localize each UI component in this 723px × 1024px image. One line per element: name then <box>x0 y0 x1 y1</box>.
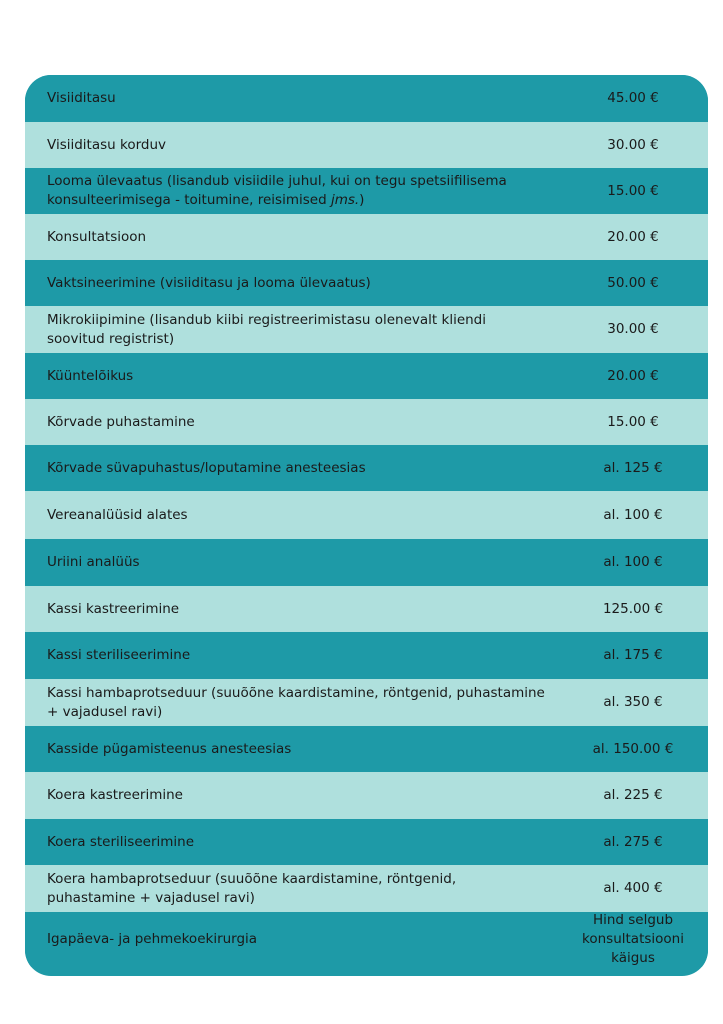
service-name: Küüntelõikus <box>47 367 134 384</box>
service-price: 50.00 € <box>607 274 659 291</box>
service-price: 125.00 € <box>602 600 664 617</box>
table-row <box>25 168 708 214</box>
table-row <box>25 586 708 632</box>
service-price: al. 150.00 € <box>592 740 674 757</box>
service-name: Visiiditasu <box>47 90 116 106</box>
service-price: 30.00 € <box>607 321 659 337</box>
service-price: al. 400 € <box>603 880 663 896</box>
service-price: 20.00 € <box>607 228 659 245</box>
service-price: 45.00 € <box>607 90 659 106</box>
service-price: 20.00 € <box>607 367 659 384</box>
table-row <box>25 819 708 865</box>
service-price: 15.00 € <box>607 182 659 199</box>
service-price: 30.00 € <box>607 136 659 153</box>
service-price: al. 350 € <box>603 694 663 710</box>
service-name: Koera hambaprotseduur (suuõõne kaardistamine, röntgenid, puhastamine + vajadusel ravi) <box>47 870 457 906</box>
table-row <box>25 632 708 679</box>
service-price: 15.00 € <box>607 413 659 430</box>
service-name: Konsultatsioon <box>47 228 147 245</box>
table-row <box>25 75 708 122</box>
table-row <box>25 726 708 772</box>
table-row <box>25 399 708 445</box>
price-table <box>25 75 708 976</box>
service-price: al. 125 € <box>603 459 663 476</box>
service-price: al. 225 € <box>603 787 663 803</box>
table-row <box>25 306 708 353</box>
service-name: Visiiditasu korduv <box>47 136 167 153</box>
service-price: al. 100 € <box>603 554 663 570</box>
service-price: al. 100 € <box>603 506 663 523</box>
service-name: Kassi steriliseerimine <box>47 647 191 663</box>
service-name: Igapäeva- ja pehmekoekirurgia <box>47 931 258 947</box>
service-name: Kõrvade puhastamine <box>47 413 195 430</box>
table-row <box>25 491 708 539</box>
service-name: Looma ülevaatus (lisandub visiidile juhul, kui on tegu spetsiifilisema konsulteerimisega - toitumine, reisimised jms.) <box>47 173 507 208</box>
service-name: Vereanalüüsid alates <box>47 506 188 523</box>
table-row <box>25 679 708 726</box>
service-name: Mikrokiipimine (lisandub kiibi registreerimistasu olenevalt kliendi soovitud registrist) <box>47 311 487 347</box>
service-name: Kassi kastreerimine <box>47 600 180 617</box>
table-row <box>25 445 708 491</box>
service-name: Vaktsineerimine (visiiditasu ja looma ülevaatus) <box>47 274 371 291</box>
service-name: Uriini analüüs <box>47 554 140 570</box>
table-row <box>25 539 708 586</box>
table-row <box>25 353 708 399</box>
service-name: Kasside pügamisteenus anesteesias <box>47 740 292 757</box>
table-row <box>25 122 708 168</box>
service-name: Kõrvade süvapuhastus/loputamine anesteesias <box>47 459 366 476</box>
table-row <box>25 772 708 819</box>
service-price: al. 275 € <box>603 833 663 850</box>
service-name-italic: jms. <box>330 192 360 208</box>
service-price: al. 175 € <box>603 647 663 663</box>
table-row <box>25 260 708 306</box>
service-price: Hind selgub konsultatsiooni käigus <box>582 912 684 966</box>
table-row <box>25 912 708 967</box>
table-row <box>25 865 708 912</box>
table-row <box>25 214 708 260</box>
service-name: Koera kastreerimine <box>47 787 183 803</box>
service-name: Kassi hambaprotseduur (suuõõne kaardistamine, röntgenid, puhastamine + vajadusel ravi) <box>47 684 545 720</box>
service-name: Koera steriliseerimine <box>47 833 195 850</box>
